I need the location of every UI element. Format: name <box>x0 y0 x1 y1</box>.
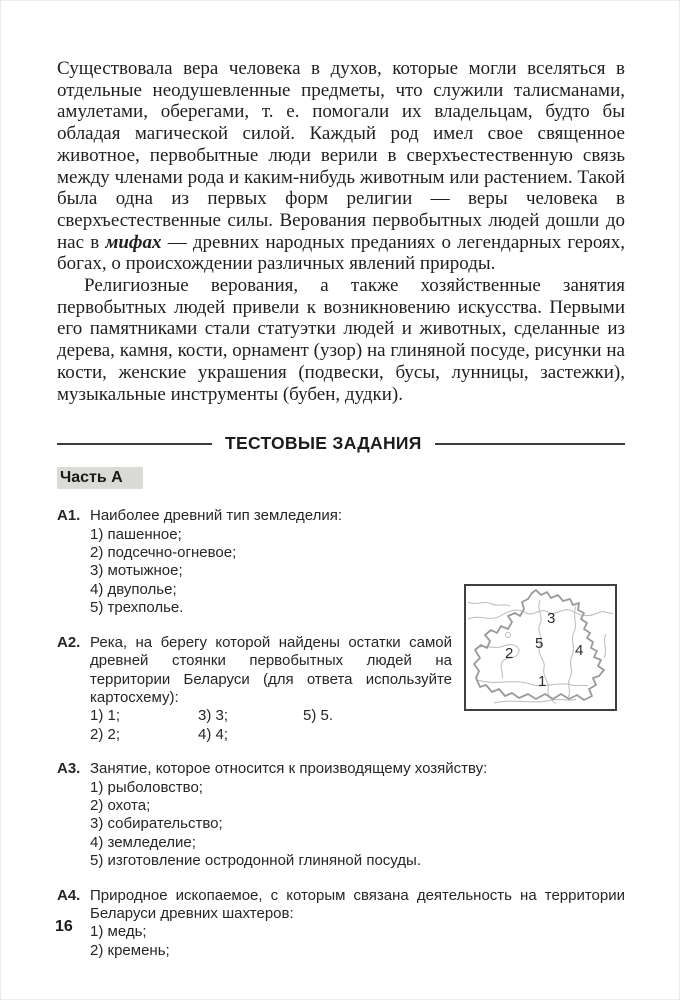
question-a3-option-4: 4) земледелие; <box>90 833 196 851</box>
question-a1-option-1: 1) пашенное; <box>90 525 182 543</box>
test-tasks-heading <box>57 433 625 454</box>
map-label-1: 1 <box>538 673 547 690</box>
map-river-line <box>478 680 588 686</box>
question-a4-number: А4. <box>57 886 81 904</box>
question-a4-text: Природное ископаемое, с которым связана деятельность на территории Беларуси древних шахтеров: <box>90 886 625 922</box>
heading-rule-right <box>435 443 625 445</box>
myths-term: мифах <box>105 231 162 253</box>
question-a3-option-1: 1) рыболовство; <box>90 778 203 796</box>
paragraph-art: Религиозные верования, а также хозяйственные занятия первобытных людей привели к возникновению искусства. Первыми его памятниками стали статуэтки людей и животных, сделанные из дерева, камня, кости, орнамент (узор) на глиняной посуде, рисунки на кости, женские украшения (подвески, бусы, лунницы, застежки), музыкальные инструменты (бубен, дудки). <box>57 275 625 405</box>
question-a3-options <box>90 779 625 871</box>
heading-rule-left <box>57 443 212 445</box>
map-river-line <box>604 634 606 658</box>
page-number: 16 <box>55 918 73 935</box>
question-a1-option-3: 3) мотыжное; <box>90 562 183 580</box>
question-a2-option-5: 5) 5. <box>303 707 334 725</box>
belarus-map-figure <box>464 584 617 711</box>
question-a1-option-4: 4) двуполье; <box>90 580 177 598</box>
question-a1-number: А1. <box>57 507 81 525</box>
question-a3-option-3: 3) собирательство; <box>90 815 223 833</box>
map-river-line <box>468 602 510 606</box>
map-river-line <box>494 699 576 703</box>
question-a1-text: Наиболее древний тип земледелия: <box>90 507 343 525</box>
question-a3-option-2: 2) охота; <box>90 796 151 814</box>
question-a4-option-1: 1) медь; <box>90 923 147 941</box>
question-a2-option-1: 1) 1; <box>90 707 121 725</box>
question-a4-body <box>90 887 625 961</box>
map-label-5: 5 <box>535 635 544 652</box>
map-label-4: 4 <box>575 642 584 659</box>
paragraph-beliefs-text: Существовала вера человека в духов, которые могли вселяться в отдельные неодушевленные предметы, что служили талисманами, амулетами, оберегами, т. е. помогали их владельцам, будто бы обладая магической силой. Каждый род имел свое священное животное, первобытные люди верили в сверхъестественную связь между членами рода и каким-нибудь животным или растением. Такой была одна из первых форм религии — веры человека в сверхъестественные силы. Верования первобытных людей дошли до нас в <box>57 58 625 253</box>
question-a4-option-2: 2) кремень; <box>90 941 170 959</box>
question-a3-text: Занятие, которое относится к производящему хозяйству: <box>90 760 488 778</box>
part-a-label: Часть А <box>57 467 143 489</box>
question-a3-body <box>90 760 625 870</box>
map-lake <box>506 633 511 638</box>
question-a4 <box>57 887 625 961</box>
paragraph-beliefs <box>57 58 625 275</box>
question-a3-number: А3. <box>57 760 81 778</box>
question-a2-number: А2. <box>57 633 81 651</box>
map-label-3: 3 <box>547 610 556 627</box>
question-a3-option-5: 5) изготовление остродонной глиняной посуды. <box>90 852 421 870</box>
test-tasks-title: ТЕСТОВЫЕ ЗАДАНИЯ <box>225 433 422 454</box>
question-a1-option-2: 2) подсечно-огневое; <box>90 544 237 562</box>
question-a1-option-5: 5) трехполье. <box>90 599 184 617</box>
map-label-2: 2 <box>505 645 514 662</box>
question-a2-option-2: 2) 2; <box>90 725 121 743</box>
question-a2-text: Река, на берегу которой найдены остатки самой древней стоянки первобытных людей на территории Беларуси (для ответа используйте картосхему): <box>90 633 452 706</box>
page-content <box>57 58 625 960</box>
question-a3 <box>57 760 625 870</box>
question-a2-option-3: 3) 3; <box>198 707 229 725</box>
question-a4-options <box>90 923 625 960</box>
question-a2-option-4: 4) 4; <box>198 725 229 743</box>
paragraph-beliefs-tail: — древних народных преданиях о легендарных героях, богах, о происхождении различных явлений природы. <box>57 231 625 275</box>
question-a2-options <box>90 707 452 744</box>
